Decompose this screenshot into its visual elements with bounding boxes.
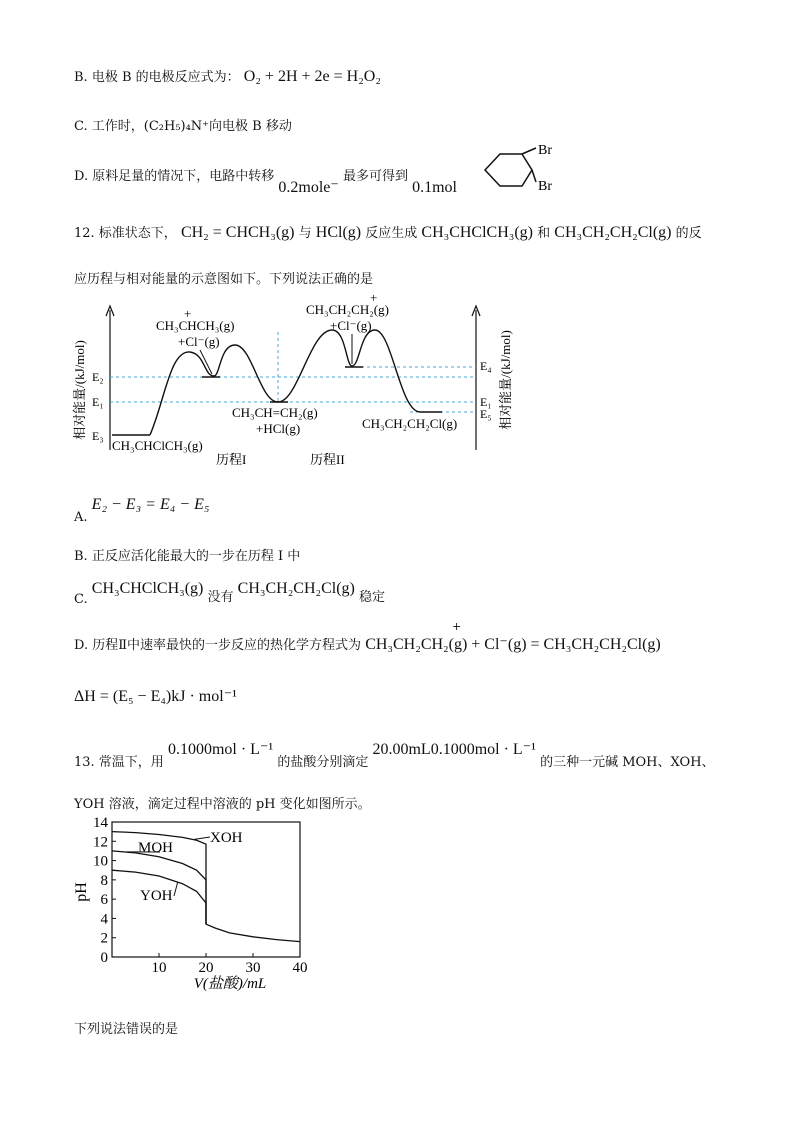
label-leader-line xyxy=(194,837,210,839)
q12-formula-1chloropropane: CH₃CH₂CH₂Cl(g) xyxy=(554,224,672,241)
y-axis-label: pH xyxy=(73,882,90,902)
y-tick-label: 14 xyxy=(93,815,108,831)
q12-stem-line1 xyxy=(74,222,702,242)
q13-conc2: 20.00mL0.1000mol · L⁻¹ xyxy=(372,741,536,758)
q13-stem-line2: YOH 溶液，滴定过程中溶液的 pH 变化如图所示。 xyxy=(74,797,371,812)
q12-option-d-enthalpy: ΔH = (E₅ − E₄)kJ · mol⁻¹ xyxy=(74,688,237,705)
q12-number: 12. 标准状态下， xyxy=(74,226,177,241)
q12-option-a-equation: E₂ − E₃ = E₄ − E₅ xyxy=(91,496,210,513)
label-e1-right: E₁ xyxy=(480,395,492,409)
y-tick-label: 12 xyxy=(93,834,108,851)
q12-text-and: 和 xyxy=(537,226,551,241)
label-e2-left: E₂ xyxy=(92,370,104,384)
series-line-after-equivalence xyxy=(206,924,300,941)
ph-titration-chart xyxy=(70,812,320,992)
q12-text-with: 与 xyxy=(298,226,312,241)
inter1-plus: + xyxy=(184,306,192,321)
option-d-mid: 最多可得到 xyxy=(342,169,408,184)
q13-text1: 的盐酸分别滴定 xyxy=(277,755,369,770)
q12-option-c-formula2: CH₃CH₂CH₂Cl(g) xyxy=(237,580,355,597)
legend-yoh: YOH xyxy=(140,888,173,904)
br-label-top: Br xyxy=(538,143,552,158)
inter1-cl: +Cl⁻(g) xyxy=(178,334,220,349)
x-tick-label: 20 xyxy=(198,960,214,976)
reactant-hcl: +HCl(g) xyxy=(256,421,301,436)
left-axis-label: 相对能量/(kJ/mol) xyxy=(72,340,87,440)
label-leader-line xyxy=(174,882,178,896)
right-axis-label: 相对能量/(kJ/mol) xyxy=(498,330,513,430)
q12-option-b: B. 正反应活化能最大的一步在历程 I 中 xyxy=(74,549,301,564)
q12-formula-hcl: HCl(g) xyxy=(315,224,362,241)
q12-option-c-label: C. xyxy=(74,592,88,607)
path-ii-label: 历程II xyxy=(310,452,345,467)
y-tick-label: 4 xyxy=(100,911,108,928)
label-e5-right: E₅ xyxy=(480,407,492,421)
option-d-amount2: 0.1mol xyxy=(412,179,457,196)
legend-xoh: XOH xyxy=(210,830,243,846)
q12-option-c xyxy=(74,578,386,607)
energy-profile-diagram xyxy=(70,290,530,480)
q13-footer: 下列说法错误的是 xyxy=(74,1022,179,1037)
reactant-formula: CH₃CH=CH₂(g) xyxy=(232,405,318,420)
legend-moh: MOH xyxy=(138,840,174,856)
label-e4-right: E₄ xyxy=(480,359,492,373)
y-tick-label: 8 xyxy=(100,872,108,889)
inter2-plus: + xyxy=(370,290,378,305)
path-ii-curve xyxy=(278,330,442,412)
q12-stem-line2: 应历程与相对能量的示意图如下。下列说法正确的是 xyxy=(74,272,374,287)
q13-number: 13. 常温下，用 xyxy=(74,755,164,770)
option-d-prefix: D. 原料足量的情况下，电路中转移 xyxy=(74,169,275,184)
option-b-prefix: B. 电极 B 的电极反应式为： xyxy=(74,70,240,85)
label-e3-left: E₃ xyxy=(92,429,104,443)
q12-option-d-plus-sign: + xyxy=(452,620,462,633)
product-right: CH₃CH₂CH₂Cl(g) xyxy=(362,416,458,431)
x-tick-label: 30 xyxy=(245,960,261,976)
option-d-amount: 0.2mole⁻ xyxy=(278,179,339,196)
q12-formula-propene: CH₂ = CHCH₃(g) xyxy=(180,224,295,241)
q12-option-a-label: A. xyxy=(74,510,88,525)
y-tick-label: 10 xyxy=(93,853,108,870)
q12-option-c-text1: 没有 xyxy=(207,590,234,605)
q12-option-a xyxy=(74,496,210,525)
option-b xyxy=(74,66,381,86)
q13-text2: 的三种一元碱 MOH、XOH、 xyxy=(540,755,715,770)
q12-option-c-text2: 稳定 xyxy=(359,590,386,605)
option-b-formula: O₂ + 2H + 2e = H₂O₂ xyxy=(243,68,381,85)
option-c: C. 工作时，(C₂H₅)₄N⁺向电极 B 移动 xyxy=(74,119,292,134)
q12-option-d-equation: CH₃CH₂CH₂(g) + Cl⁻(g) = CH₃CH₂CH₂Cl(g) xyxy=(365,636,661,653)
y-tick-label: 0 xyxy=(100,950,108,966)
path-i-label: 历程I xyxy=(216,452,247,467)
q12-option-d xyxy=(74,634,661,654)
inter1-formula: CH₃CHCH₃(g) xyxy=(156,318,235,333)
x-tick-label: 10 xyxy=(151,960,167,976)
q13-conc1: 0.1000mol · L⁻¹ xyxy=(167,741,274,758)
option-d xyxy=(74,165,457,196)
q12-option-c-formula1: CH₃CHClCH₃(g) xyxy=(91,580,204,597)
dibromocyclohexane-structure xyxy=(470,140,580,200)
y-tick-label: 6 xyxy=(100,892,108,909)
product-left: CH₃CHClCH₃(g) xyxy=(112,438,203,453)
q12-text-react: 反应生成 xyxy=(365,226,418,241)
inter2-cl: +Cl⁻(g) xyxy=(330,318,372,333)
label-e1-left: E₁ xyxy=(92,395,104,409)
q13-stem-line1 xyxy=(74,741,715,770)
q12-text-tail: 的反 xyxy=(675,226,702,241)
inter2-formula: CH₃CH₂CH₂(g) xyxy=(306,302,389,317)
x-axis-label: V(盐酸)/mL xyxy=(193,976,267,992)
br-label-bottom: Br xyxy=(538,179,552,194)
y-tick-label: 2 xyxy=(100,930,108,947)
x-tick-label: 40 xyxy=(292,960,308,976)
q12-option-d-prefix: D. 历程Ⅱ中速率最快的一步反应的热化学方程式为 xyxy=(74,638,362,653)
q12-formula-2chloropropane: CH₃CHClCH₃(g) xyxy=(421,224,533,241)
